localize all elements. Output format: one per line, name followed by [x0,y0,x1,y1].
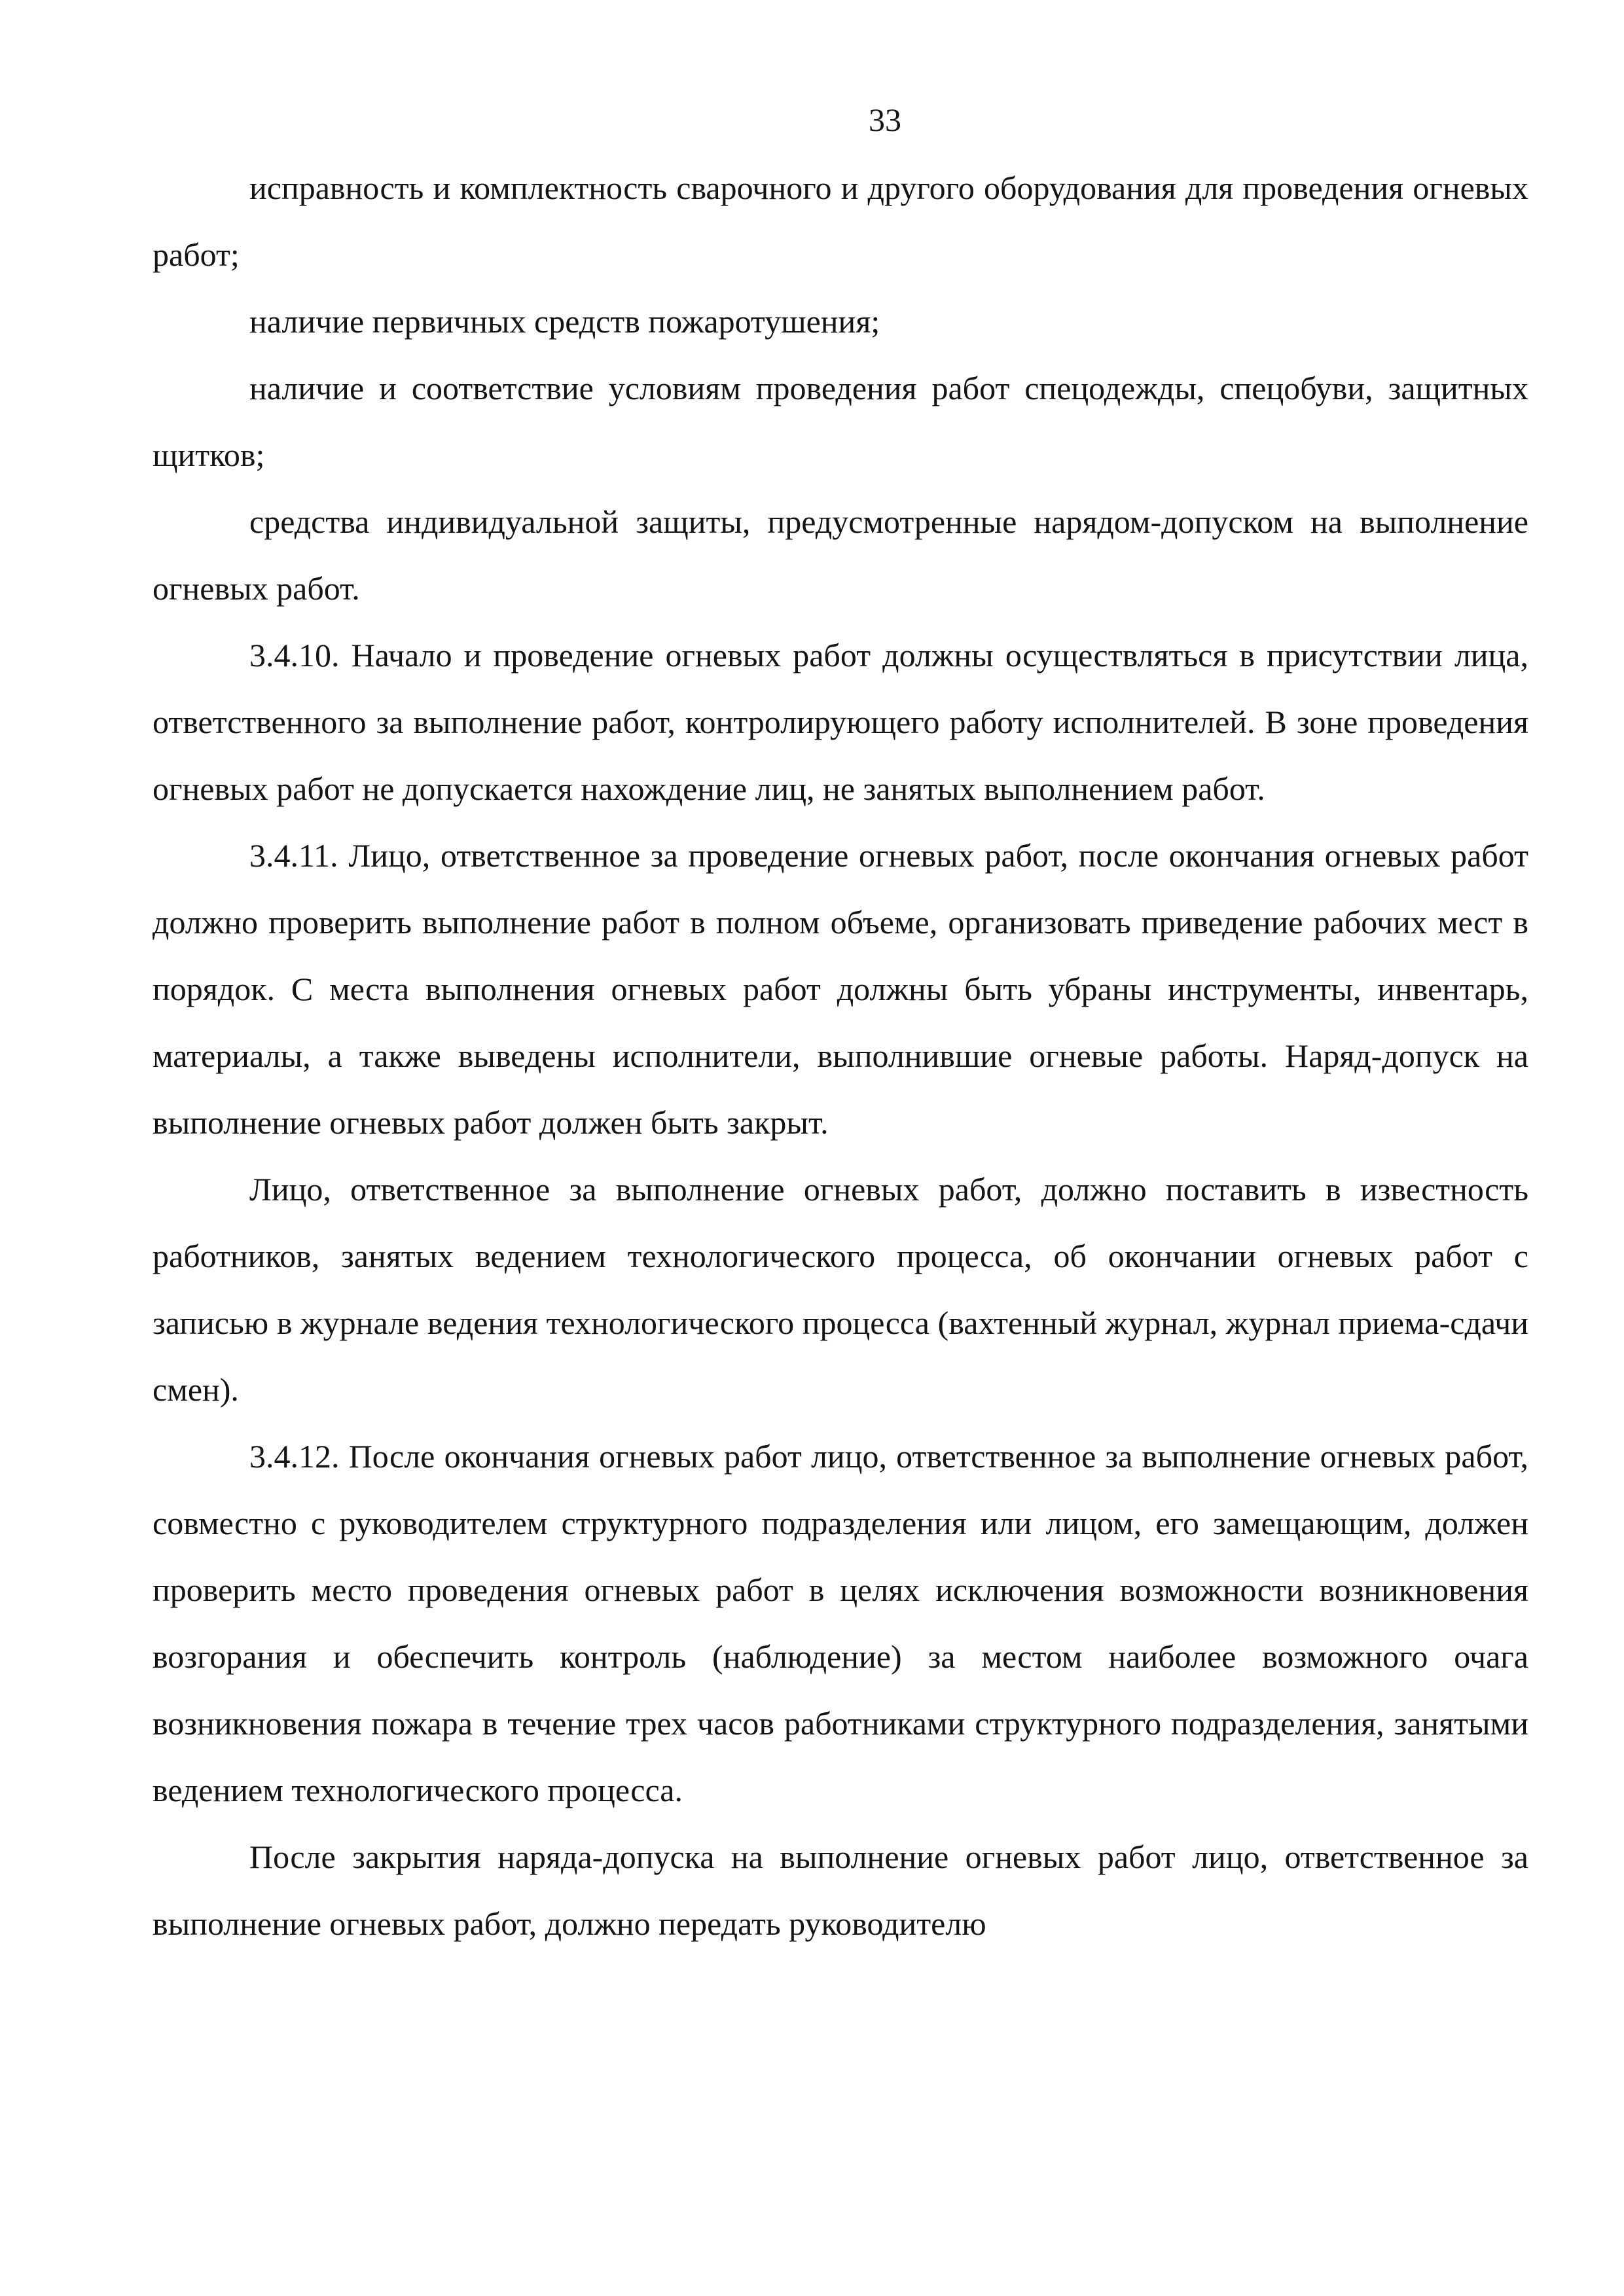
paragraph-workwear: наличие и соответствие условиям проведения работ спецодежды, спецобуви, защитных щитков; [153,370,1528,473]
paragraph-3-4-11: 3.4.11. Лицо, ответственное за проведение огневых работ, после окончания огневых работ должно проверить выполнение работ в полном объеме, организовать приведение рабочих мест в порядок. С места выполнения огневых работ должны быть убраны инструменты, инвентарь, материалы, а также выведены исполнители, выполнившие огневые работы. Наряд-допуск на выполнение огневых работ должен быть закрыт. [153,837,1528,1141]
document-body [153,154,1528,1957]
page-number: 33 [869,101,901,138]
paragraph-protection-means: средства индивидуальной защиты, предусмотренные нарядом-допуском на выполнение огневых работ. [153,503,1528,607]
paragraph-notify-workers: Лицо, ответственное за выполнение огневых работ, должно поставить в известность работников, занятых ведением технологического процесса, об окончании огневых работ с записью в журнале ведения технологического процесса (вахтенный журнал, журнал приема-сдачи смен). [153,1171,1528,1408]
paragraph-3-4-12: 3.4.12. После окончания огневых работ лицо, ответственное за выполнение огневых работ, совместно с руководителем структурного подразделения или лицом, его замещающим, должен проверить место проведения огневых работ в целях исключения возможности возникновения возгорания и обеспечить контроль (наблюдение) за местом наиболее возможного очага возникновения пожара в течение трех часов работниками структурного подразделения, занятыми ведением технологического процесса. [153,1438,1528,1808]
paragraph-permit-closure: После закрытия наряда-допуска на выполнение огневых работ лицо, ответственное за выполнение огневых работ, должно передать руководителю [153,1839,1528,1942]
paragraph-3-4-10: 3.4.10. Начало и проведение огневых работ должны осуществляться в присутствии лица, ответственного за выполнение работ, контролирующего работу исполнителей. В зоне проведения огневых работ не допускается нахождение лиц, не занятых выполнением работ. [153,637,1528,807]
paragraph-equipment-check: исправность и комплектность сварочного и другого оборудования для проведения огневых работ; [153,170,1528,273]
paragraph-fire-extinguishing: наличие первичных средств пожаротушения; [249,303,880,340]
